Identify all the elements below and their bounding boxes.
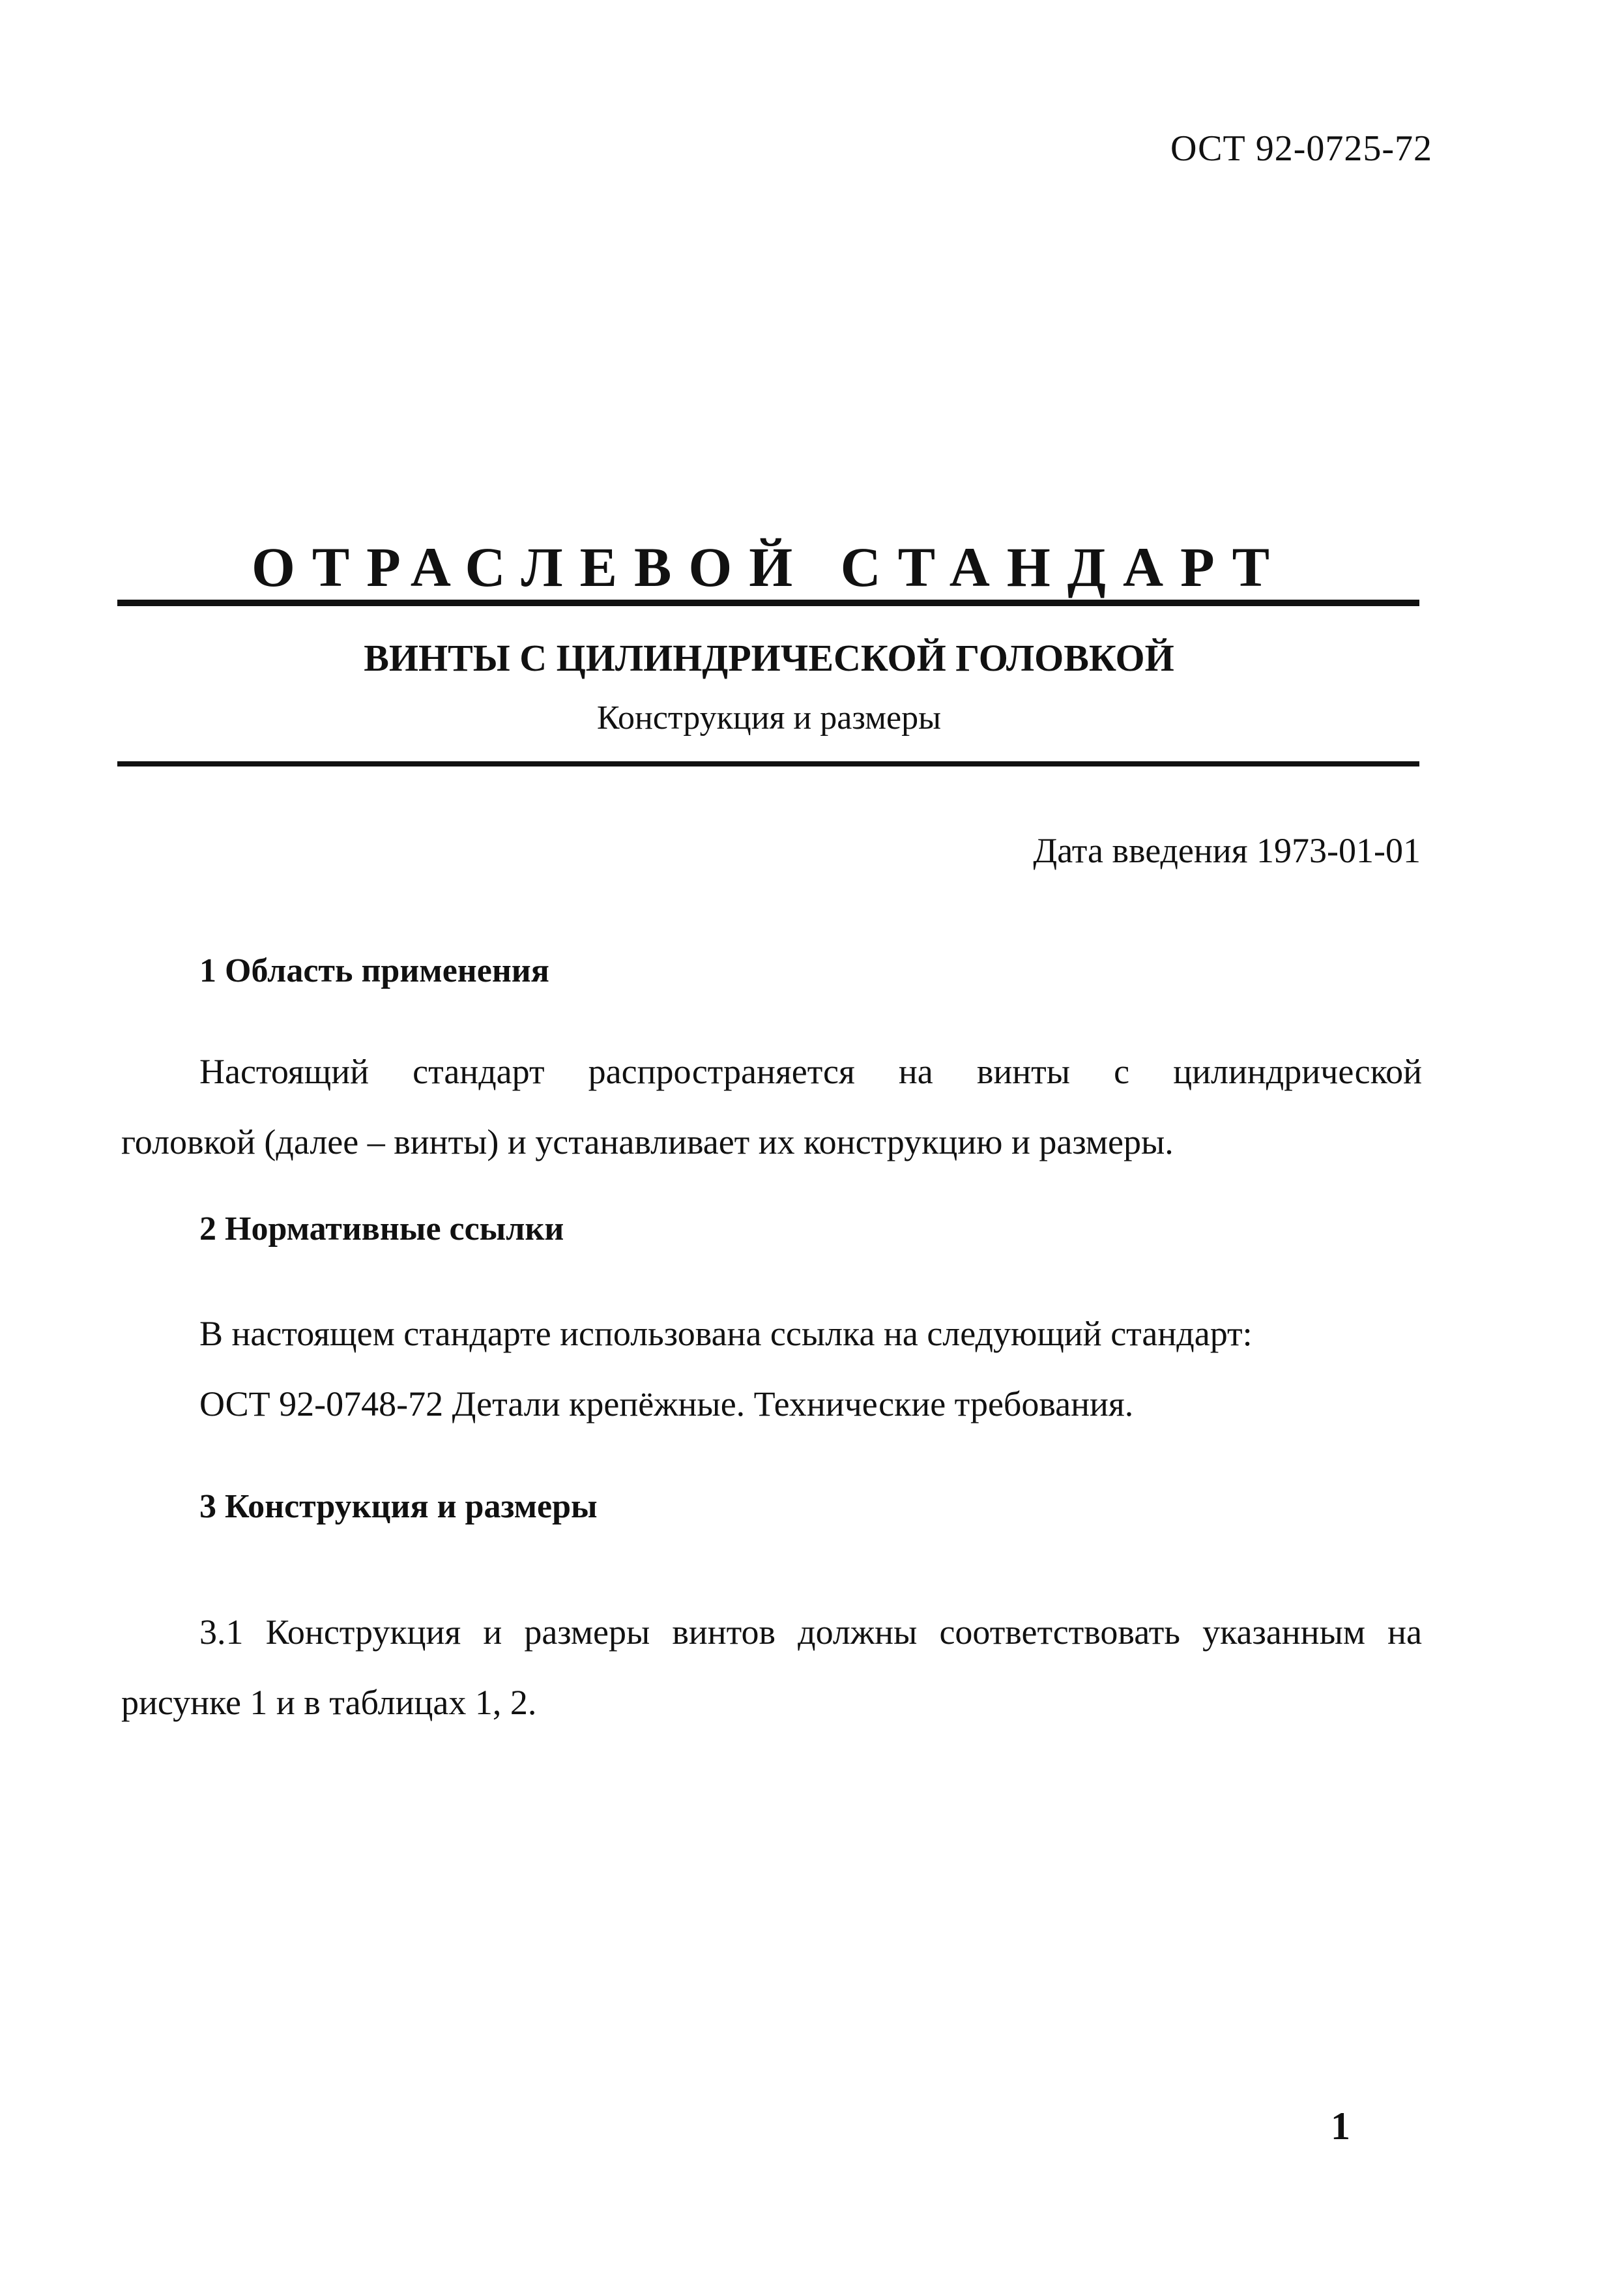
introduction-date: Дата введения 1973-01-01 (1033, 831, 1421, 870)
paragraph-line: 3.1 Конструкция и размеры винтов должны соответствовать указанным на (199, 1612, 1422, 1652)
title-divider-top (117, 600, 1419, 606)
page-number: 1 (1331, 2105, 1350, 2148)
section-scope-paragraph (121, 1036, 1422, 1177)
title-divider-bottom (117, 761, 1419, 766)
paragraph-line: В настоящем стандарте использована ссылка на следующий стандарт: (199, 1314, 1253, 1353)
paragraph-line: Настоящий стандарт распространяется на винты с цилиндрической (199, 1052, 1422, 1091)
paragraph-line: головкой (далее – винты) и устанавливает их конструкцию и размеры. (121, 1122, 1174, 1161)
document-subtitle: Конструкция и размеры (596, 699, 942, 737)
section-design-paragraph (121, 1597, 1422, 1738)
document-subject: ВИНТЫ С ЦИЛИНДРИЧЕСКОЙ ГОЛОВКОЙ (364, 637, 1174, 679)
standard-type-title: ОТРАСЛЕВОЙ СТАНДАРТ (251, 536, 1287, 598)
section-heading-scope: 1 Область применения (199, 952, 549, 989)
section-heading-normative-references: 2 Нормативные ссылки (199, 1210, 564, 1248)
paragraph-line: рисунке 1 и в таблицах 1, 2. (121, 1683, 537, 1722)
reference-item: ОСТ 92-0748-72 Детали крепёжные. Технические требования. (199, 1384, 1134, 1423)
section-heading-design-dimensions: 3 Конструкция и размеры (199, 1488, 598, 1525)
document-code: ОСТ 92-0725-72 (1170, 128, 1432, 169)
